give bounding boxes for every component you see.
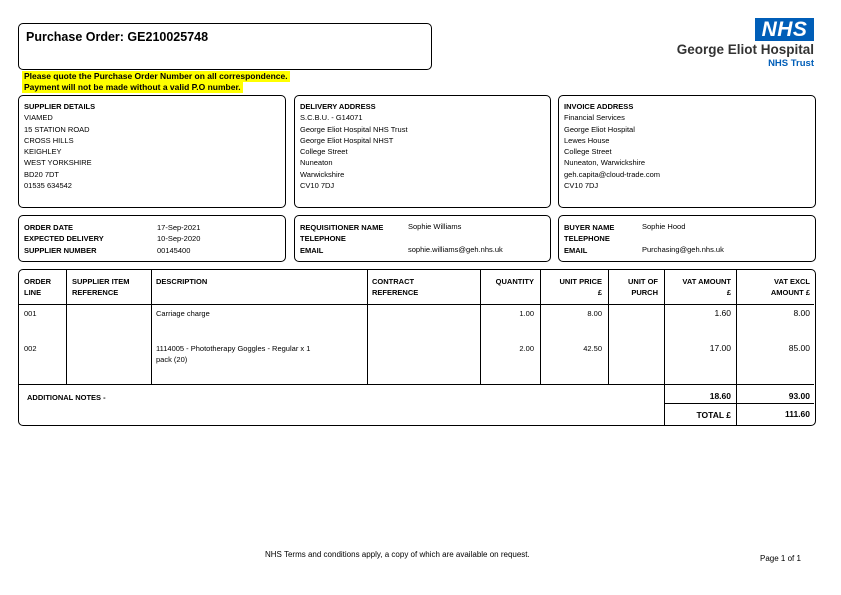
header-unit-of-purch: PURCH [631, 288, 658, 298]
page-number: Page 1 of 1 [760, 554, 801, 563]
requisitioner-box [294, 215, 551, 262]
supplier-heading: SUPPLIER DETAILS [24, 102, 96, 111]
header-supplier-ref: SUPPLIER ITEM [72, 277, 130, 286]
requisitioner-email-label: EMAIL [300, 245, 324, 255]
po-title-box [18, 23, 432, 70]
header-description: DESCRIPTION [156, 277, 208, 286]
delivery-line: George Eliot Hospital NHS Trust [300, 124, 408, 134]
line-items-table [18, 269, 816, 426]
buyer-telephone-value [642, 232, 724, 243]
row-001-quantity: 1.00 [519, 309, 534, 318]
supplier-line: 01535 634542 [24, 181, 72, 191]
total-label: TOTAL £ [696, 410, 731, 420]
header-vat-amount: £ [726, 288, 731, 298]
header-order-line: LINE [24, 288, 42, 298]
supplier-number-value: 00145400 [157, 245, 191, 255]
header-unit-price: £ [597, 288, 602, 298]
requisitioner-name-value: Sophie Williams [408, 222, 462, 231]
additional-notes-label: ADDITIONAL NOTES - [27, 393, 106, 402]
excl-total: 93.00 [788, 391, 810, 401]
invoice-address-box [558, 95, 816, 208]
expected-delivery-label: EXPECTED DELIVERY [24, 234, 104, 244]
supplier-line: 15 STATION ROAD [24, 124, 90, 134]
supplier-number-label: SUPPLIER NUMBER [24, 245, 97, 255]
header-vat-excl: AMOUNT £ [770, 288, 810, 298]
requisitioner-name-label: REQUISITIONER NAME [300, 223, 384, 232]
order-date-value: 17-Sep-2021 [157, 223, 201, 232]
delivery-line: S.C.B.U. - G14071 [300, 113, 363, 123]
supplier-line: CROSS HILLS [24, 135, 74, 145]
row-002-unit-price: 42.50 [583, 344, 602, 353]
header-vat-amount: VAT AMOUNT [682, 277, 731, 286]
invoice-line: College Street [564, 147, 612, 157]
buyer-email-label: EMAIL [564, 245, 588, 255]
invoice-heading: INVOICE ADDRESS [564, 102, 634, 111]
vat-total: 18.60 [709, 391, 731, 401]
terms-footer: NHS Terms and conditions apply, a copy of which are available on request. [265, 550, 530, 559]
row-001-vat-excl: 8.00 [793, 308, 810, 318]
supplier-line: WEST YORKSHIRE [24, 158, 92, 168]
row-001-unit-price: 8.00 [587, 309, 602, 318]
row-002-description: 1114005 - Phototherapy Goggles - Regular x 1 [156, 344, 311, 353]
row-002-vat-amount: 17.00 [709, 343, 731, 353]
header-contract-ref: CONTRACT [372, 277, 415, 286]
invoice-line: CV10 7DJ [564, 181, 599, 191]
notice-payment: Payment will not be made without a valid P.O number. [24, 82, 241, 92]
delivery-line: Warwickshire [300, 169, 345, 179]
buyer-name-value: Sophie Hood [642, 222, 686, 231]
notice-quote-po: Please quote the Purchase Order Number on all correspondence. [24, 71, 288, 81]
buyer-email-value: Purchasing@geh.nhs.uk [642, 244, 724, 254]
row-001-vat-amount: 1.60 [714, 308, 731, 318]
po-title: Purchase Order: GE210025748 [26, 30, 209, 44]
delivery-heading: DELIVERY ADDRESS [300, 102, 376, 111]
supplier-details-box [18, 95, 286, 208]
supplier-line: BD20 7DT [24, 169, 60, 179]
requisitioner-telephone-value [408, 232, 503, 243]
delivery-line: CV10 7DJ [300, 181, 335, 191]
header-contract-ref: REFERENCE [372, 288, 419, 298]
buyer-box [558, 215, 816, 262]
hospital-trust: NHS Trust [768, 58, 814, 69]
supplier-line: KEIGHLEY [24, 147, 62, 157]
buyer-name-label: BUYER NAME [564, 223, 615, 232]
row-001-description: Carriage charge [156, 309, 210, 318]
header-supplier-ref: REFERENCE [72, 288, 119, 298]
delivery-line: College Street [300, 147, 348, 157]
delivery-address-box [294, 95, 551, 208]
delivery-line: George Eliot Hospital NHST [300, 135, 394, 145]
supplier-line: VIAMED [24, 113, 53, 123]
row-002-line: 002 [24, 344, 37, 353]
invoice-line: Lewes House [564, 135, 610, 145]
header-quantity: QUANTITY [495, 277, 534, 286]
row-002-vat-excl: 85.00 [788, 343, 810, 353]
buyer-telephone-label: TELEPHONE [564, 234, 610, 244]
row-001-line: 001 [24, 309, 37, 318]
requisitioner-telephone-label: TELEPHONE [300, 234, 346, 244]
invoice-line: George Eliot Hospital [564, 124, 635, 134]
order-info-box [18, 215, 286, 262]
grand-total: 111.60 [784, 409, 810, 419]
row-002-description: pack (20) [156, 355, 188, 365]
requisitioner-email-value: sophie.williams@geh.nhs.uk [408, 244, 503, 254]
nhs-logo: NHS [755, 18, 814, 41]
header-unit-price: UNIT PRICE [559, 277, 602, 286]
invoice-line: geh.capita@cloud-trade.com [564, 169, 660, 179]
invoice-line: Nuneaton, Warwickshire [564, 158, 646, 168]
expected-delivery-value: 10-Sep-2020 [157, 234, 201, 244]
header-vat-excl: VAT EXCL [774, 277, 810, 286]
delivery-line: Nuneaton [300, 158, 333, 168]
order-date-label: ORDER DATE [24, 223, 74, 232]
hospital-name: George Eliot Hospital [676, 42, 814, 57]
invoice-line: Financial Services [564, 113, 625, 123]
row-002-quantity: 2.00 [519, 344, 534, 353]
header-unit-of-purch: UNIT OF [628, 277, 658, 286]
header-order-line: ORDER [24, 277, 52, 286]
